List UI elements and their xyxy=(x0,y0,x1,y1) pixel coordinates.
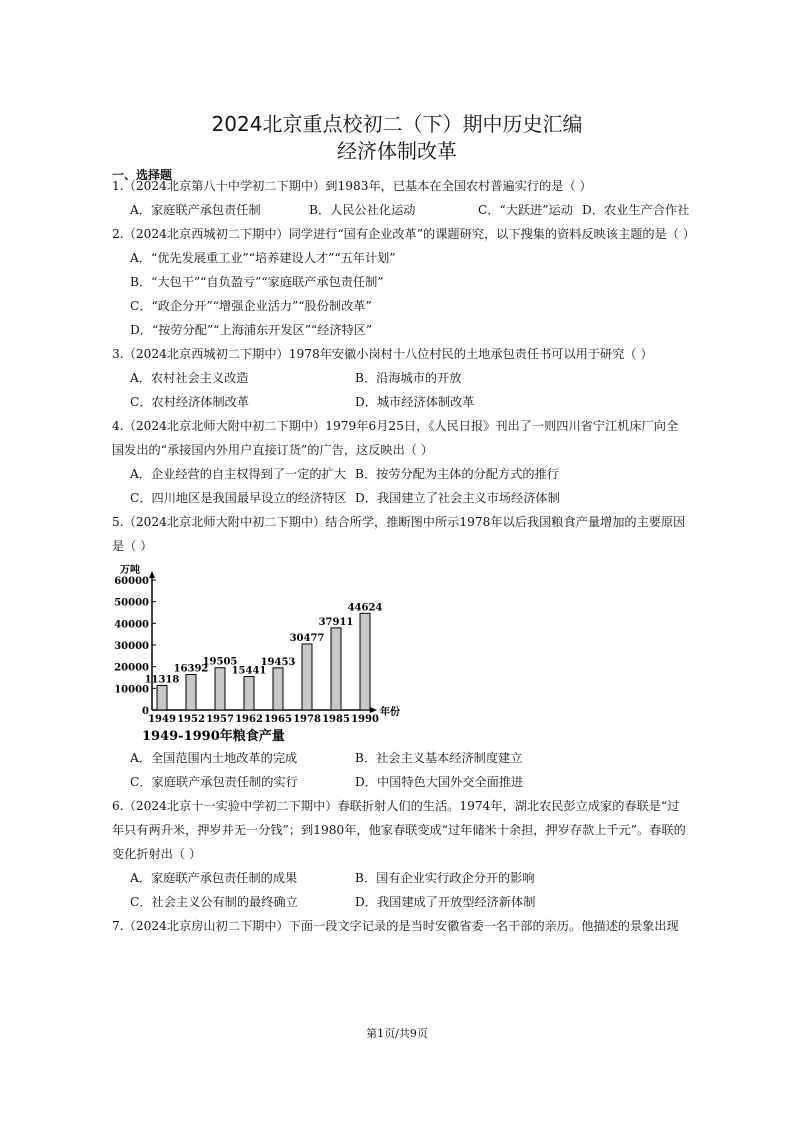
bar xyxy=(360,613,370,710)
q5-option-d: D．中国特色大国外交全面推进 xyxy=(355,775,524,789)
q1-option-d: D．农业生产合作社 xyxy=(582,203,690,217)
q3-stem: 3.（2024北京西城初二下期中）1978年安徽小岗村十八位村民的土地承包责任书可以用于研究（ ） xyxy=(112,347,653,361)
bar xyxy=(215,668,225,710)
x-axis-unit-label: 年份 xyxy=(380,707,400,718)
bar-value-label: 37911 xyxy=(318,616,354,628)
y-tick-label: 0 xyxy=(142,706,149,717)
x-tick-label: 1949 xyxy=(148,714,176,725)
bar xyxy=(157,685,167,710)
bar-value-label: 11318 xyxy=(144,674,180,686)
x-tick-label: 1978 xyxy=(293,714,321,725)
q2-option-b: B．“大包干”“自负盈亏”“家庭联产承包责任制” xyxy=(130,275,384,289)
x-axis-arrow xyxy=(370,707,377,713)
q5-option-c: C．家庭联产承包责任制的实行 xyxy=(130,775,298,789)
q6-option-c: C．社会主义公有制的最终确立 xyxy=(130,895,298,909)
q3-option-c: C．农村经济体制改革 xyxy=(130,395,250,409)
page-footer: 第1页/共9页 xyxy=(366,1027,428,1040)
bar xyxy=(186,674,196,710)
y-tick-label: 30000 xyxy=(114,641,149,652)
x-tick-label: 1965 xyxy=(264,714,292,725)
y-axis-unit-label: 万吨 xyxy=(120,565,140,576)
y-tick-label: 50000 xyxy=(114,597,149,609)
x-tick-label: 1957 xyxy=(206,714,234,725)
bar-value-label: 30477 xyxy=(289,632,325,644)
q5-stem-line2: 是（ ） xyxy=(112,539,153,553)
q3-option-b: B．沿海城市的开放 xyxy=(355,371,462,385)
q5-option-a: A．全国范围内土地改革的完成 xyxy=(130,751,298,765)
q6-option-a: A．家庭联产承包责任制的成果 xyxy=(130,871,298,885)
bar-value-label: 15441 xyxy=(231,665,267,677)
q7-stem-line1: 7.（2024北京房山初二下期中）下面一段文字记录的是当时安徽省委一名干部的亲历。他描述的景象出现 xyxy=(112,919,679,933)
document-title: 2024北京重点校初二（下）期中历史汇编 xyxy=(211,112,583,136)
q4-option-a: A．企业经营的自主权得到了一定的扩大 xyxy=(130,467,346,481)
q6-option-b: B．国有企业实行政企分开的影响 xyxy=(355,871,535,885)
x-tick-label: 1985 xyxy=(322,714,350,725)
q2-stem: 2.（2024北京西城初二下期中）同学进行“国有企业改革”的课题研究，以下搜集的资料反映该主题的是（ ） xyxy=(112,227,696,241)
q5-stem-line1: 5.（2024北京北师大附中初二下期中）结合所学，推断图中所示1978年以后我国粮食产量增加的主要原因 xyxy=(112,515,686,529)
y-tick-label: 40000 xyxy=(114,619,149,631)
bar xyxy=(302,644,312,710)
q1-option-c: C．“大跃进”运动 xyxy=(478,203,573,217)
y-tick-label: 60000 xyxy=(114,576,149,587)
q5-option-b: B．社会主义基本经济制度建立 xyxy=(355,751,523,765)
bar-value-label: 16392 xyxy=(173,663,209,675)
bar-value-label: 19453 xyxy=(260,656,296,668)
q2-option-c: C．“政企分开”“增强企业活力”“股份制改革” xyxy=(130,299,372,313)
q4-option-b: B．按劳分配为主体的分配方式的推行 xyxy=(355,467,559,481)
q4-stem-line1: 4.（2024北京北师大附中初二下期中）1979年6月25日，《人民日报》刊出了一则四川省宁江机床厂向全 xyxy=(112,419,679,433)
x-tick-label: 1990 xyxy=(351,714,379,725)
q6-stem-line3: 变化折射出（ ） xyxy=(112,847,202,861)
q4-stem-line2: 国发出的“承接国内外用户直接订货”的广告，这反映出（ ） xyxy=(112,443,434,457)
bar-value-label: 19505 xyxy=(202,656,238,668)
q4-option-d: D．我国建立了社会主义市场经济体制 xyxy=(355,491,560,505)
q1-stem: 1.（2024北京第八十中学初二下期中）到1983年，已基本在全国农村普遍实行的是（ ） xyxy=(112,179,592,193)
grain-output-chart xyxy=(112,562,402,747)
q1-option-b: B．人民公社化运动 xyxy=(309,203,416,217)
section-heading: 一、选择题 xyxy=(112,168,173,182)
q6-option-d: D．我国建成了开放型经济新体制 xyxy=(355,895,536,909)
x-tick-label: 1962 xyxy=(235,714,263,725)
y-axis-arrow xyxy=(149,571,155,578)
q4-option-c: C．四川地区是我国最早设立的经济特区 xyxy=(130,491,347,505)
chart-title: 1949-1990年粮食产量 xyxy=(142,729,285,744)
q2-option-d: D．“按劳分配”“上海浦东开发区”“经济特区” xyxy=(130,323,373,337)
x-tick-label: 1952 xyxy=(177,714,205,725)
q3-option-d: D．城市经济体制改革 xyxy=(355,395,475,409)
bar xyxy=(244,677,254,710)
bar xyxy=(331,628,341,710)
bar-chart-svg xyxy=(112,562,402,747)
bar-value-label: 44624 xyxy=(347,602,383,614)
q1-option-a: A．家庭联产承包责任制 xyxy=(130,203,261,217)
q3-option-a: A．农村社会主义改造 xyxy=(130,371,249,385)
bar xyxy=(273,668,283,710)
document-subtitle: 经济体制改革 xyxy=(337,139,457,163)
q6-stem-line2: 年只有两升米，押岁并无一分钱”；到1980年，他家春联变成“过年储米十余担，押岁存款上千元”。春联的 xyxy=(112,823,686,837)
q6-stem-line1: 6.（2024北京十一实验中学初二下期中）春联折射人们的生活。1974年，湖北农民彭立成家的春联是“过 xyxy=(112,799,680,813)
q2-option-a: A．“优先发展重工业”“培养建设人才”“五年计划” xyxy=(130,251,396,265)
y-tick-label: 10000 xyxy=(114,684,149,696)
y-tick-label: 20000 xyxy=(114,662,149,674)
